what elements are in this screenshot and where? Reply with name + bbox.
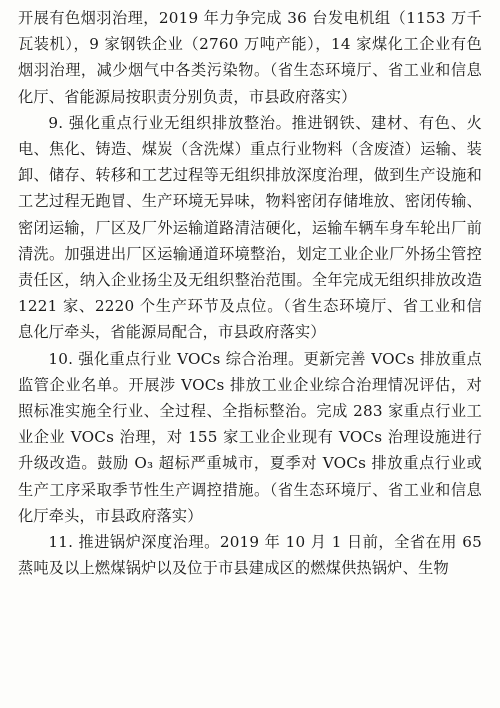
paragraph-item-11: 11. 推进锅炉深度治理。2019 年 10 月 1 日前，全省在用 65 蒸吨及以上燃煤锅炉以及位于市县建成区的燃煤供热锅炉、生物 xyxy=(18,533,482,578)
paragraph-item-9: 9. 强化重点行业无组织排放整治。推进钢铁、建材、有色、火电、焦化、铸造、煤炭（含洗煤）重点行业物料（含废渣）运输、装卸、储存、转移和工艺过程等无组织排放深度治理，做到生产设施和工艺过程无跑冒、生产环境无异味，物料密闭存储堆放、密闭传输、密闭运输，厂区及厂外运输道路清洁硬化，运输车辆车身车轮出厂前清洗。加强进出厂区运输通道环境整治，划定工业企业厂外扬尘管控责任区，纳入企业扬尘及无组织整治范围。全年完成无组织排放改造 1221 家、2220 个生产环节及点位。（省生态环境厅、省工业和信息化厅牵头，省能源局配合，市县政府落实） xyxy=(18,113,482,342)
paragraph-continued: 开展有色烟羽治理，2019 年力争完成 36 台发电机组（1153 万千瓦装机），9 家钢铁企业（2760 万吨产能），14 家煤化工企业有色烟羽治理，减少烟气中各类污染物。（省生态环境厅、省工业和信息化厅、省能源局按职责分别负责，市县政府落实） xyxy=(18,9,482,106)
paragraph-item-10: 10. 强化重点行业 VOCs 综合治理。更新完善 VOCs 排放重点监管企业名单。开展涉 VOCs 排放工业企业综合治理情况评估，对照标准实施全行业、全过程、全指标整治。完成 283 家重点行业工业企业 VOCs 治理，对 155 家工业企业现有 VOCs 治理设施进行升级改造。鼓励 O₃ 超标严重城市，夏季对 VOCs 排放重点行业或生产工序采取季节性生产调控措施。（省生态环境厅、省工业和信息化厅牵头，市县政府落实） xyxy=(18,349,482,525)
